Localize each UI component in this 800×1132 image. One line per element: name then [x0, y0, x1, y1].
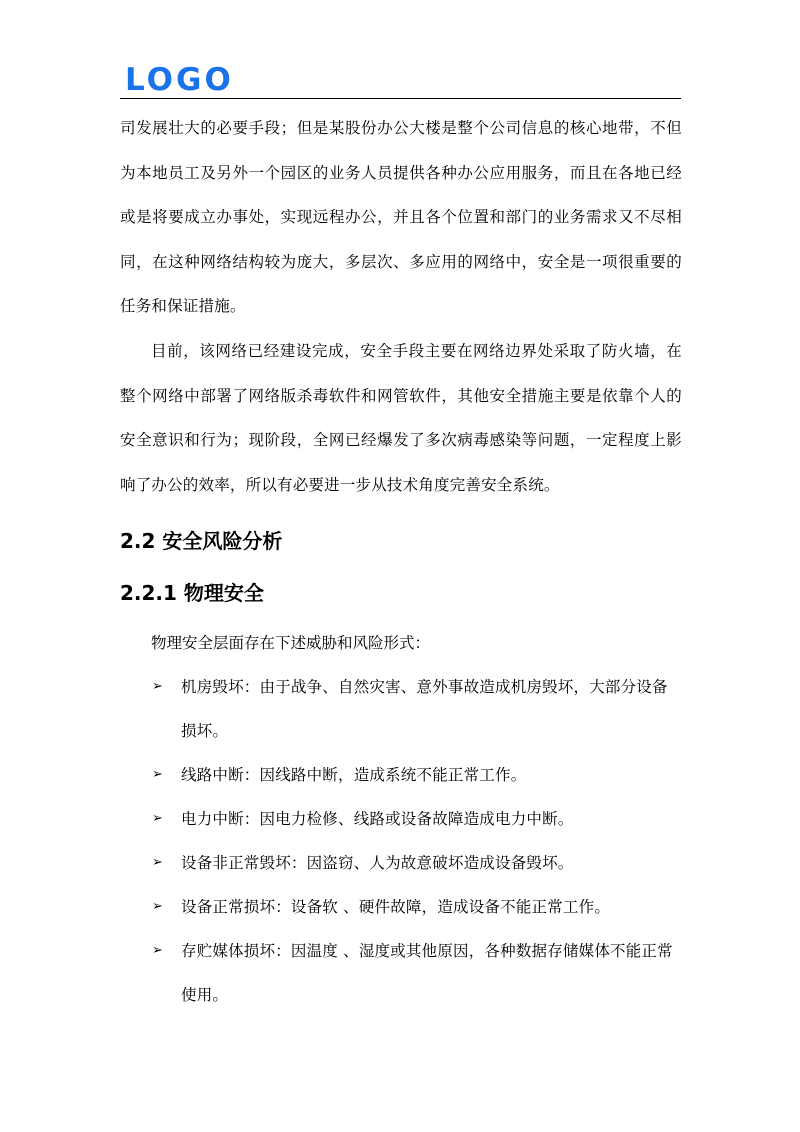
list-item-text: 线路中断：因线路中断，造成系统不能正常工作。 [181, 766, 527, 785]
list-item [120, 753, 682, 797]
subsection-heading: 2.2.1 物理安全 [120, 581, 264, 606]
logo [125, 63, 235, 95]
list-item [120, 885, 682, 929]
arrow-bullet-icon: ➢ [152, 679, 164, 695]
list-item [120, 797, 682, 841]
body-paragraph-2: 目前，该网络已经建设完成，安全手段主要在网络边界处采取了防火墙，在整个网络中部署了网络版杀毒软件和网管软件，其他安全措施主要是依靠个人的安全意识和行为；现阶段，全网已经爆发了多次病毒感染等问题，一定程度上影响了办公的效率，所以有必要进一步从技术角度完善安全系统。 [120, 341, 682, 494]
logo-graphic [125, 63, 235, 95]
list-item [120, 841, 682, 885]
document-body [120, 106, 682, 1017]
list-item-text: 机房毁坏：由于战争、自然灾害、意外事故造成机房毁坏，大部分设备损坏。 [181, 678, 668, 741]
header-rule [120, 98, 681, 99]
threat-list [120, 665, 682, 1017]
list-item-text: 设备非正常毁坏：因盗窃、人为故意破坏造成设备毁坏。 [181, 854, 574, 873]
logo-text: LOGO [125, 63, 234, 95]
list-item-text: 电力中断：因电力检修、线路或设备故障造成电力中断。 [181, 810, 574, 829]
list-item-text: 设备正常损坏：设备软 、硬件故障，造成设备不能正常工作。 [181, 898, 611, 917]
body-paragraph-1: 司发展壮大的必要手段；但是某股份办公大楼是整个公司信息的核心地带，不但为本地员工及另外一个园区的业务人员提供各种办公应用服务，而且在各地已经或是将要成立办事处，实现远程办公，并且各个位置和部门的业务需求又不尽相同，在这种网络结构较为庞大，多层次、多应用的网络中，安全是一项很重要的任务和保证措施。 [120, 119, 682, 316]
list-item [120, 665, 682, 753]
arrow-bullet-icon: ➢ [152, 767, 164, 783]
list-item-text: 存贮媒体损坏：因温度 、湿度或其他原因，各种数据存储媒体不能正常使用。 [181, 942, 673, 1005]
arrow-bullet-icon: ➢ [152, 899, 164, 915]
arrow-bullet-icon: ➢ [152, 943, 164, 959]
arrow-bullet-icon: ➢ [152, 855, 164, 871]
section-heading: 2.2 安全风险分析 [120, 529, 283, 554]
list-item [120, 929, 682, 1017]
intro-paragraph: 物理安全层面存在下述威胁和风险形式： [151, 634, 431, 653]
arrow-bullet-icon: ➢ [152, 811, 164, 827]
